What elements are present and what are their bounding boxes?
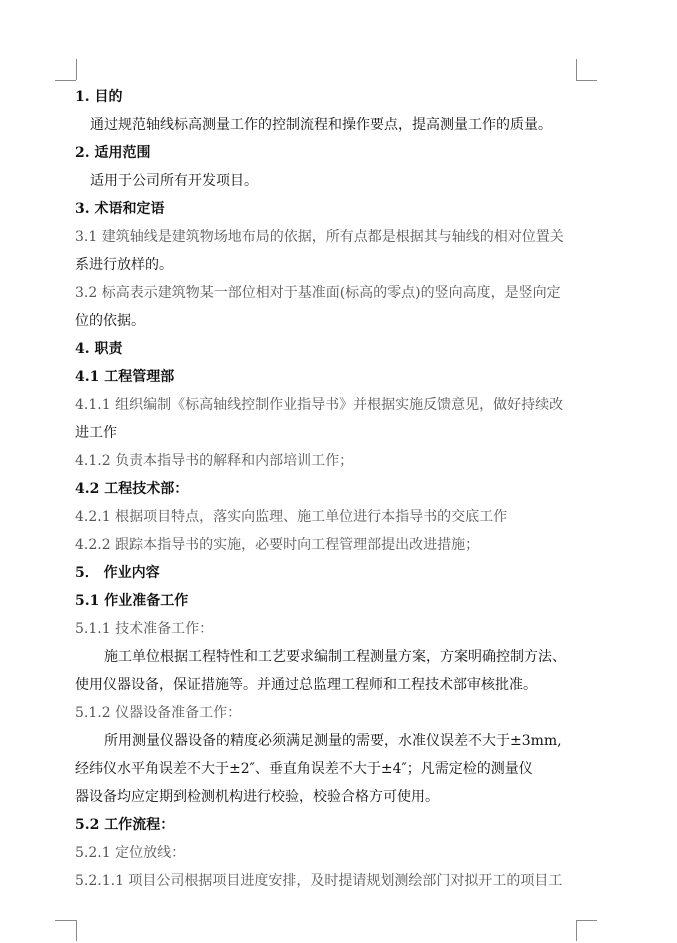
section-5-1-2-para-line-2: 经纬仪水平角误差不大于±2″、垂直角误差不大于±4″；凡需定检的测量仪 (75, 761, 533, 777)
section-5-1-2: 5.1.2 仪器设备准备工作： (75, 705, 242, 721)
crop-mark-top-left-v (76, 59, 77, 80)
section-4-2-2: 4.2.2 跟踪本指导书的实施，必要时向工程管理部提出改进措施； (75, 537, 480, 553)
section-5-1-1-para-line-2: 使用仪器设备，保证措施等。并通过总监理工程师和工程技术部审核批准。 (75, 677, 537, 693)
section-4-2-heading: 4.2 工程技术部： (75, 481, 189, 497)
section-5-1-1: 5.1.1 技术准备工作： (75, 621, 214, 637)
section-5-2-1: 5.2.1 定位放线： (75, 845, 186, 861)
section-4-1-heading: 4.1 工程管理部 (75, 369, 175, 385)
section-5-2-1-1: 5.2.1.1 项目公司根据项目进度安排，及时提请规划测绘部门对拟开工的项目工 (75, 873, 563, 889)
section-3-2-line-1: 3.2 标高表示建筑物某一部位相对于基准面(标高的零点)的竖向高度，是竖向定 (75, 285, 561, 301)
crop-mark-bottom-right-h (576, 920, 597, 921)
crop-mark-top-right-v (576, 59, 577, 80)
section-3-2-line-2: 位的依据。 (75, 313, 145, 329)
crop-mark-top-right-h (576, 80, 597, 81)
section-4-2-1: 4.2.1 根据项目特点，落实向监理、施工单位进行本指导书的交底工作 (75, 509, 508, 525)
section-1-heading: 1. 目的 (75, 89, 123, 105)
crop-mark-bottom-left-h (55, 920, 76, 921)
section-3-heading: 3. 术语和定语 (75, 201, 165, 217)
crop-mark-bottom-right-v (576, 920, 577, 941)
crop-mark-bottom-left-v (76, 920, 77, 941)
section-5-heading: 5． 作业内容 (75, 565, 160, 581)
section-2-heading: 2. 适用范围 (75, 145, 151, 161)
section-1-body: 通过规范轴线标高测量工作的控制流程和操作要点，提高测量工作的质量。 (90, 117, 552, 133)
section-4-1-1-line-1: 4.1.1 组织编制《标高轴线控制作业指导书》并根据实施反馈意见，做好持续改 (75, 397, 564, 413)
section-4-1-2: 4.1.2 负责本指导书的解释和内部培训工作； (75, 453, 354, 469)
section-5-1-1-para-line-1: 施工单位根据工程特性和工艺要求编制工程测量方案，方案明确控制方法、 (104, 649, 566, 665)
section-5-2-heading: 5.2 工作流程： (75, 817, 175, 833)
section-4-1-1-line-2: 进工作 (75, 425, 117, 441)
section-4-heading: 4. 职责 (75, 341, 123, 357)
section-3-1-line-2: 系进行放样的。 (75, 257, 173, 273)
section-2-body: 适用于公司所有开发项目。 (90, 173, 258, 189)
section-5-1-heading: 5.1 作业准备工作 (75, 593, 189, 609)
section-5-1-2-para-line-1: 所用测量仪器设备的精度必须满足测量的需要，水准仪误差不大于±3mm, (104, 733, 562, 749)
crop-mark-top-left-h (55, 80, 76, 81)
section-5-1-2-para-line-3: 器设备均应定期到检测机构进行校验，校验合格方可使用。 (75, 789, 439, 805)
section-3-1-line-1: 3.1 建筑轴线是建筑物场地布局的依据，所有点都是根据其与轴线的相对位置关 (75, 229, 564, 245)
